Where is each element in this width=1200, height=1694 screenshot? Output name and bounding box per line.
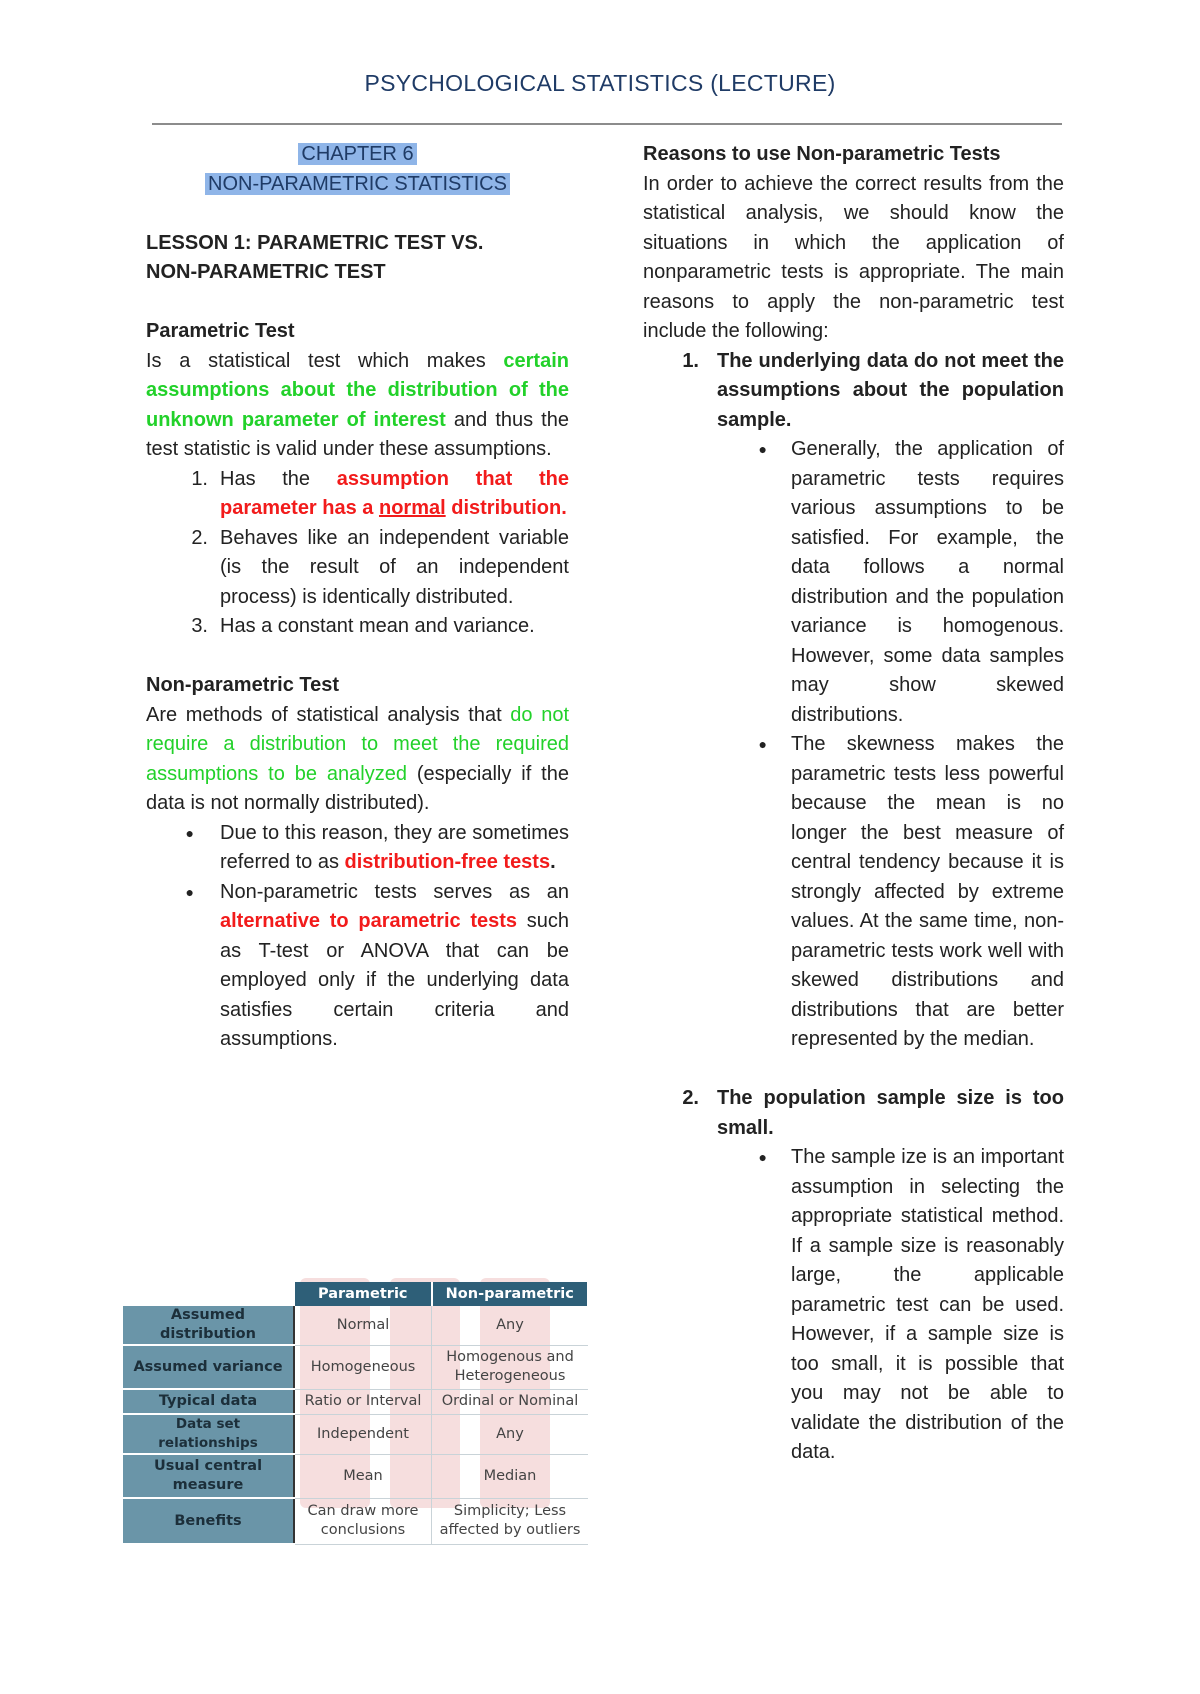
table-row: Assumed distribution Normal Any xyxy=(123,1306,588,1345)
reasons-heading: Reasons to use Non-parametric Tests xyxy=(643,143,1001,165)
list-item: 1. Has the assumption that the parameter has a normal distribution. xyxy=(191,467,569,519)
column-header-nonparametric: Non-parametric xyxy=(432,1282,589,1306)
right-column xyxy=(643,140,1064,1468)
list-item: ● The sample ize is an important assumption in selecting the appropriate statistical method. If a sample size is reasonably large, the applicable parametric test can be used. However, if a sample size is too small, it is possible that you may not be able to validate the distribution of the data. xyxy=(643,1143,1064,1468)
header-divider xyxy=(152,123,1062,125)
table-row: Benefits Can draw more conclusions Simplicity; Less affected by outliers xyxy=(123,1498,588,1544)
bullet-icon: ● xyxy=(758,736,767,752)
bullet-icon: ● xyxy=(185,883,194,900)
list-item: 2. Behaves like an independent variable (is the result of an independent process) is identically distributed. xyxy=(191,526,569,608)
parametric-definition: Is a statistical test which makes certain assumptions about the distribution of the unknown parameter of interest and thus the test statistic is valid under these assumptions. xyxy=(146,349,569,460)
lesson-title-line1: LESSON 1: PARAMETRIC TEST VS. xyxy=(146,231,484,254)
chapter-number: CHAPTER 6 xyxy=(146,140,569,170)
table-row: Data set relationships Independent Any xyxy=(123,1414,588,1454)
bullet-icon: ● xyxy=(758,1149,767,1165)
table-row: Usual central measure Mean Median xyxy=(123,1454,588,1498)
reason-item: 1. The underlying data do not meet the assumptions about the population sample. xyxy=(682,349,1064,431)
nonparametric-definition: Are methods of statistical analysis that do not require a distribution to meet the required assumptions to be analyzed (especially if the data is not normally distributed). xyxy=(146,703,569,814)
list-item: 3. Has a constant mean and variance. xyxy=(191,615,535,637)
list-item: ● The skewness makes the parametric tests less powerful because the mean is no longer the best measure of central tendency because it is strongly affected by extreme values. At the same time, non-parametric tests work well with skewed distributions and distributions that are better represented by the median. xyxy=(643,730,1064,1055)
page-header-title: PSYCHOLOGICAL STATISTICS (LECTURE) xyxy=(364,70,836,96)
table-row: Typical data Ratio or Interval Ordinal or Nominal xyxy=(123,1389,588,1414)
column-header-parametric: Parametric xyxy=(294,1282,432,1306)
parametric-list xyxy=(146,465,569,642)
table-row: Assumed variance Homogeneous Homogenous and Heterogeneous xyxy=(123,1345,588,1389)
list-item: ● Due to this reason, they are sometimes referred to as distribution-free tests. xyxy=(146,819,569,878)
nonparametric-heading: Non-parametric Test xyxy=(146,674,340,696)
nonparametric-bullets xyxy=(146,819,569,1055)
list-item: ● Generally, the application of parametric tests requires various assumptions to be satisfied. For example, the data follows a normal distribution and the population variance is homogenous. However, some data samples may show skewed distributions. xyxy=(643,435,1064,730)
bullet-icon: ● xyxy=(185,824,194,841)
list-item: ● Non-parametric tests serves as an alternative to parametric tests such as T-test or ANOVA that can be employed only if the underlying data satisfies certain criteria and assumptions. xyxy=(146,878,569,1055)
comparison-table xyxy=(123,1282,589,1545)
left-column xyxy=(146,140,569,1055)
lesson-title-line2: NON-PARAMETRIC TEST xyxy=(146,261,386,283)
bullet-icon: ● xyxy=(758,441,767,457)
parametric-heading: Parametric Test xyxy=(146,320,295,342)
chapter-title: NON-PARAMETRIC STATISTICS xyxy=(146,170,569,200)
reasons-intro: In order to achieve the correct results from the statistical analysis, we should know the situations in which the application of nonparametric tests is appropriate. The main reasons to apply the non-parametric test include the following: xyxy=(643,172,1064,342)
reason-item: 2. The population sample size is too small. xyxy=(682,1087,1064,1139)
